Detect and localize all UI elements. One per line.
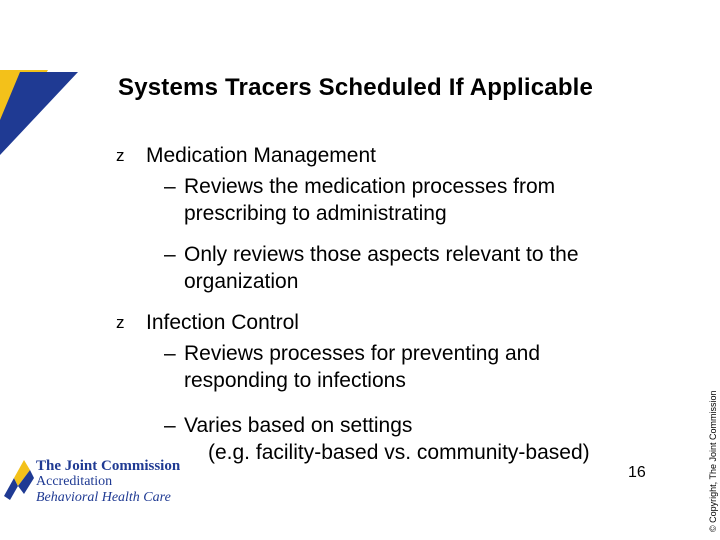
sub-bullet-text-cont: responding to infections xyxy=(184,369,406,392)
logo-line-1: The Joint Commission xyxy=(36,458,181,474)
page-number: 16 xyxy=(628,464,646,481)
logo-text xyxy=(36,458,180,506)
bullet-heading: Infection Control xyxy=(146,311,299,334)
slide-body xyxy=(116,142,676,466)
sub-bullet xyxy=(116,173,676,227)
dash-icon: – xyxy=(164,414,176,437)
sub-bullet-text: Only reviews those aspects relevant to the xyxy=(184,243,579,266)
sub-bullet-text-cont: (e.g. facility-based vs. community-based) xyxy=(208,441,590,464)
bullet-icon: z xyxy=(116,146,125,165)
corner-decoration xyxy=(0,0,90,160)
joint-commission-logo xyxy=(4,452,204,532)
bullet-medication-management xyxy=(116,142,676,169)
logo-mark-icon xyxy=(4,452,34,502)
sub-bullet-text: Varies based on settings xyxy=(184,414,413,437)
sub-bullet xyxy=(116,340,676,394)
sub-bullet-text-cont: prescribing to administrating xyxy=(184,202,447,225)
bullet-heading: Medication Management xyxy=(146,144,376,167)
dash-icon: – xyxy=(164,243,176,266)
bullet-infection-control xyxy=(116,309,676,336)
copyright-notice: © Copyright, The Joint Commission xyxy=(708,390,718,532)
logo-line-3: Behavioral Health Care xyxy=(36,490,171,505)
sub-bullet-text: Reviews processes for preventing and xyxy=(184,342,541,365)
dash-icon: – xyxy=(164,342,176,365)
dash-icon: – xyxy=(164,175,176,198)
sub-bullet xyxy=(116,241,676,295)
bullet-icon: z xyxy=(116,313,125,332)
slide-title: Systems Tracers Scheduled If Applicable xyxy=(118,74,594,101)
sub-bullet-text-cont: organization xyxy=(184,270,299,293)
logo-line-2: Accreditation xyxy=(36,474,113,489)
sub-bullet-text: Reviews the medication processes from xyxy=(184,175,556,198)
